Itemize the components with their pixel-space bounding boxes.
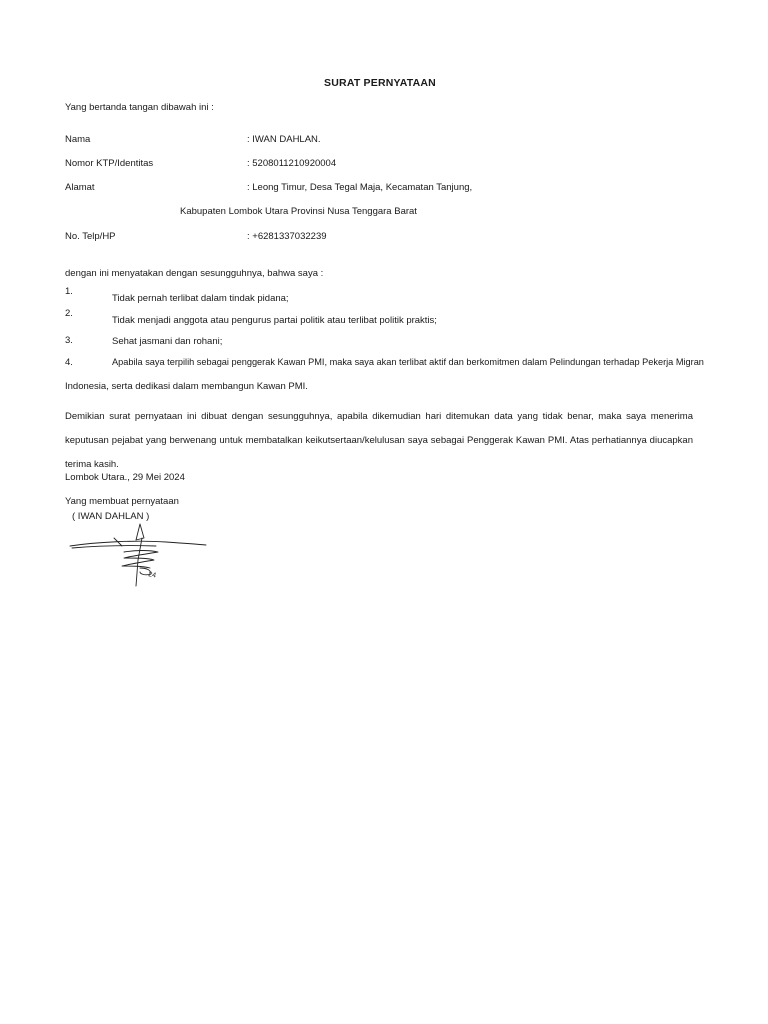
field-value-telp: : +6281337032239	[247, 231, 327, 242]
list-item-number: 2.	[65, 308, 73, 319]
field-label-alamat: Alamat	[65, 182, 95, 193]
signature-caption: Yang membuat pernyataan	[65, 496, 179, 507]
field-label-telp: No. Telp/HP	[65, 231, 116, 242]
handwritten-signature	[66, 522, 208, 588]
field-value-alamat-continued: Kabupaten Lombok Utara Provinsi Nusa Tenggara Barat	[180, 206, 417, 217]
list-item-text: Tidak menjadi anggota atau pengurus partai politik atau terlibat politik praktis;	[112, 315, 437, 326]
field-value-alamat: : Leong Timur, Desa Tegal Maja, Kecamatan Tanjung,	[247, 182, 473, 193]
list-item-text: Sehat jasmani dan rohani;	[112, 336, 223, 347]
list-item-text: Apabila saya terpilih sebagai penggerak Kawan PMI, maka saya akan terlibat aktif dan berkomitmen dalam Pelindungan terhadap Pekerja Migran	[112, 357, 704, 367]
signature-scribble-text: 24	[147, 571, 157, 580]
document-title: SURAT PERNYATAAN	[324, 77, 436, 89]
field-label-ktp: Nomor KTP/Identitas	[65, 158, 154, 169]
list-item-number: 4.	[65, 357, 73, 368]
list-item-number: 3.	[65, 335, 73, 346]
closing-paragraph: Demikian surat pernyataan ini dibuat dengan sesungguhnya, apabila dikemudian hari ditemukan data yang tidak benar, maka saya menerima keputusan pejabat yang berwenang untuk membatalkan keikutsertaan/kelulusan saya sebagai Penggerak Kawan PMI. Atas perhatiannya diucapkan terima kasih.	[65, 411, 693, 470]
list-item-text: Tidak pernah terlibat dalam tindak pidana;	[112, 293, 289, 304]
field-label-nama: Nama	[65, 134, 91, 145]
intro-text: Yang bertanda tangan dibawah ini :	[65, 102, 214, 113]
list-item-text-continued: Indonesia, serta dedikasi dalam membangun Kawan PMI.	[65, 381, 308, 392]
field-value-nama: : IWAN DAHLAN.	[247, 134, 321, 145]
list-item-number: 1.	[65, 286, 73, 297]
statement-intro: dengan ini menyatakan dengan sesungguhnya, bahwa saya :	[65, 268, 324, 279]
field-value-ktp: : 5208011210920004	[247, 158, 337, 169]
place-date: Lombok Utara., 29 Mei 2024	[65, 472, 185, 483]
signatory-name: ( IWAN DAHLAN )	[72, 511, 150, 522]
